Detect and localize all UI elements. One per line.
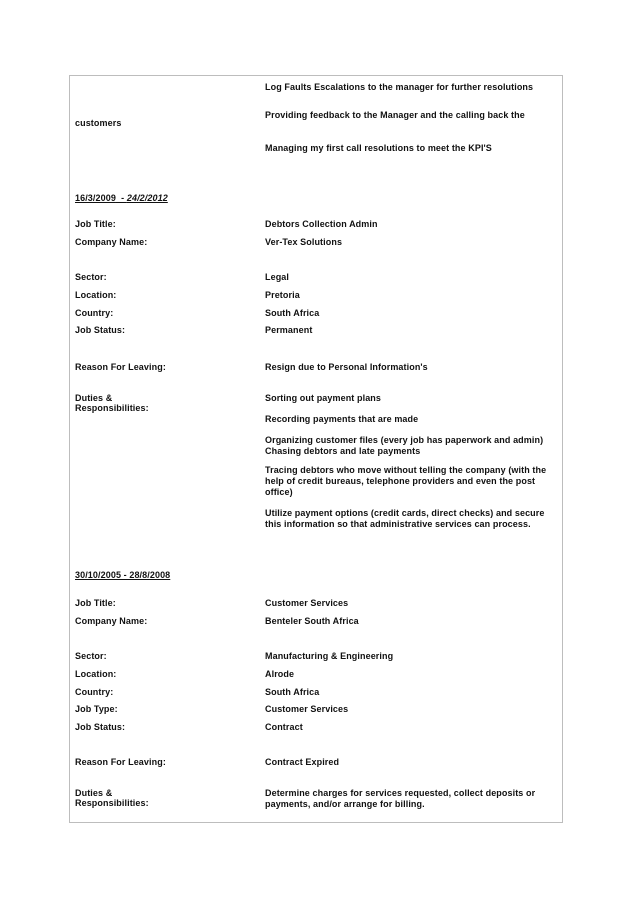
- job1-country: South Africa: [265, 308, 320, 318]
- job1-status-label: Job Status:: [75, 325, 126, 335]
- job2-reason: Contract Expired: [265, 757, 340, 767]
- job2-country-label: Country:: [75, 687, 114, 697]
- job1-duties-label-line2: Responsibilities:: [75, 403, 149, 413]
- job1-reason-label: Reason For Leaving:: [75, 362, 166, 372]
- job1-duty-item: Sorting out payment plans: [265, 393, 382, 403]
- job1-company-label: Company Name:: [75, 237, 148, 247]
- job1-duty-item: Organizing customer files (every job has paperwork and admin): [265, 435, 544, 445]
- job1-date-start: 16/3/2009: [75, 193, 116, 203]
- job2-sector-label: Sector:: [75, 651, 107, 661]
- job1-date-end: 24/2/2012: [126, 193, 168, 203]
- job1-date-range: [75, 193, 168, 204]
- job2-duties-label-line1: Duties &: [75, 788, 113, 798]
- intro-line-customers: customers: [75, 118, 122, 128]
- job1-company: Ver-Tex Solutions: [265, 237, 343, 247]
- job1-country-label: Country:: [75, 308, 114, 318]
- job2-duty-item: Determine charges for services requested, collect deposits or payments, and/or arrange for billing.: [265, 788, 536, 809]
- job2-sector: Manufacturing & Engineering: [265, 651, 394, 661]
- job1-location-label: Location:: [75, 290, 117, 300]
- job1-duty-item: Recording payments that are made: [265, 414, 419, 424]
- job1-sector-label: Sector:: [75, 272, 107, 282]
- job1-job-title-label: Job Title:: [75, 219, 116, 229]
- job2-status-label: Job Status:: [75, 722, 126, 732]
- intro-line-kpi: Managing my first call resolutions to meet the KPI'S: [265, 143, 492, 153]
- job2-company-label: Company Name:: [75, 616, 148, 626]
- job2-date-range: 30/10/2005 - 28/8/2008: [75, 570, 171, 580]
- job1-duty-item: Chasing debtors and late payments: [265, 446, 421, 456]
- job2-reason-label: Reason For Leaving:: [75, 757, 166, 767]
- job1-status: Permanent: [265, 325, 313, 335]
- job2-status: Contract: [265, 722, 303, 732]
- intro-line-feedback: Providing feedback to the Manager and the calling back the: [265, 110, 525, 120]
- job2-location-label: Location:: [75, 669, 117, 679]
- job2-job-title-label: Job Title:: [75, 598, 116, 608]
- job1-location: Pretoria: [265, 290, 300, 300]
- job1-sector: Legal: [265, 272, 290, 282]
- job1-duties-label-line1: Duties &: [75, 393, 113, 403]
- job2-company: Benteler South Africa: [265, 616, 359, 626]
- job1-date-separator: -: [115, 193, 127, 203]
- job2-type-label: Job Type:: [75, 704, 118, 714]
- job1-job-title: Debtors Collection Admin: [265, 219, 378, 229]
- job2-location: Alrode: [265, 669, 295, 679]
- job2-country: South Africa: [265, 687, 320, 697]
- job1-reason: Resign due to Personal Information's: [265, 362, 428, 372]
- intro-line-escalations: Log Faults Escalations to the manager for further resolutions: [265, 82, 534, 92]
- job2-job-title: Customer Services: [265, 598, 349, 608]
- job1-duty-item: Utilize payment options (credit cards, direct checks) and secure this information so that administrative services can process.: [265, 508, 545, 529]
- job2-duties-label-line2: Responsibilities:: [75, 798, 149, 808]
- job2-type: Customer Services: [265, 704, 349, 714]
- job1-duty-item: Tracing debtors who move without telling the company (with the help of credit bureaus, telephone providers and even the post office): [265, 465, 547, 497]
